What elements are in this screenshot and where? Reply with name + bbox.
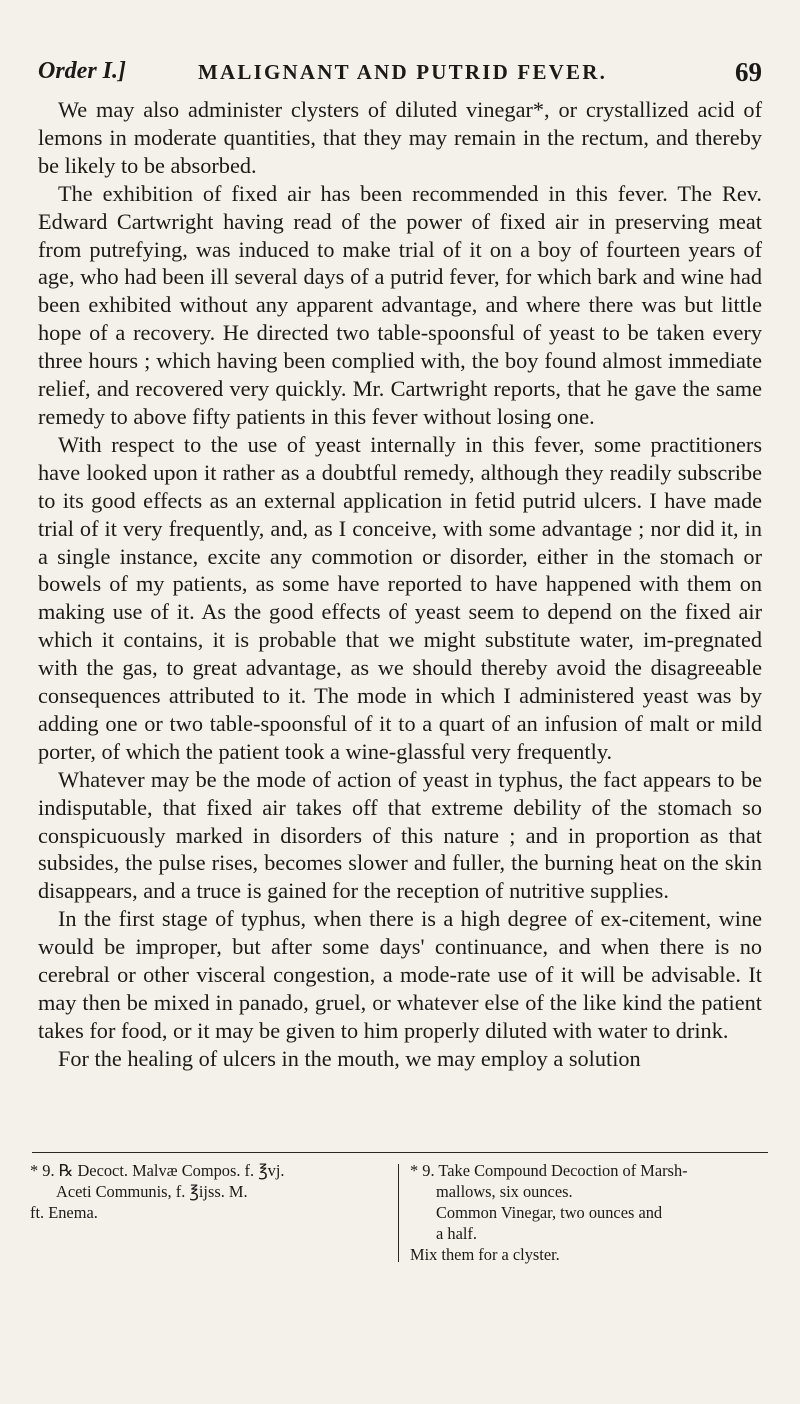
- footnote-rule: [32, 1152, 768, 1153]
- footnote-latin-prescription: [30, 1160, 382, 1223]
- footnote-line: Common Vinegar, two ounces and: [436, 1203, 663, 1222]
- paragraph: Whatever may be the mode of action of yeast in typhus, the fact appears to be indisputable, that fixed air takes off that extreme debility of the stomach so conspicuously marked in disorders of this nature ; and in proportion as that subsides, the pulse rises, becomes slower and fuller, the burning heat on the skin disappears, and a truce is gained for the reception of nutritive supplies.: [38, 766, 762, 904]
- footnote-english-translation: [410, 1160, 768, 1265]
- page-number: 69: [735, 57, 762, 87]
- footnote-column-divider: [398, 1164, 399, 1262]
- main-text: [38, 96, 762, 1073]
- paragraph: The exhibition of fixed air has been recommended in this fever. The Rev. Edward Cartwright having read of the power of fixed air in preserving meat from putrefying, was induced to make trial of it on a boy of fourteen years of age, who had been ill several days of a putrid fever, for which bark and wine had been exhibited without any apparent advantage, and where there was but little hope of a recovery. He directed two table-spoonsful of yeast to be taken every three hours ; which having been complied with, the boy found almost immediate relief, and recovered very quickly. Mr. Cartwright reports, that he gave the same remedy to above fifty patients in this fever without losing one.: [38, 180, 762, 429]
- paragraph: For the healing of ulcers in the mouth, we may employ a solution: [58, 1045, 641, 1071]
- footnotes: [30, 1160, 770, 1262]
- paragraph: In the first stage of typhus, when there is a high degree of ex-citement, wine would be improper, but after some days' continuance, and when there is no cerebral or other visceral congestion, a mode-rate use of it will be advisable. It may then be mixed in panado, gruel, or whatever else of the like kind the patient takes for food, or it may be given to him properly diluted with water to drink.: [38, 906, 762, 1043]
- footnote-line: Aceti Communis, f. ℥ijss. M.: [56, 1182, 248, 1201]
- footnote-line: Mix them for a clyster.: [410, 1245, 560, 1264]
- chapter-title: MALIGNANT AND PUTRID FEVER.: [198, 60, 608, 84]
- footnote-line: a half.: [436, 1224, 477, 1243]
- footnote-line: ft. Enema.: [30, 1203, 98, 1222]
- footnote-line: * 9. Take Compound Decoction of Marsh-: [410, 1161, 688, 1180]
- footnote-line: * 9. ℞ Decoct. Malvæ Compos. f. ℥vj.: [30, 1161, 285, 1180]
- paragraph: With respect to the use of yeast internally in this fever, some practitioners have looked upon it rather as a doubtful remedy, although they readily subscribe to its good effects as an external application in fetid putrid ulcers. I have made trial of it very frequently, and, as I conceive, with some advantage ; nor did it, in a single instance, excite any commotion or disorder, either in the stomach or bowels of my patients, as some have reported to have happened with them on making use of it. As the good effects of yeast seem to depend on the fixed air which it contains, it is probable that we might substitute water, im-pregnated with the gas, to great advantage, as we should thereby avoid the disagreeable consequences attributed to it. The mode in which I administered yeast was by adding one or two table-spoonsful of it to a quart of an infusion of malt or mild porter, of which the patient took a wine-glassful very frequently.: [38, 431, 762, 764]
- running-head: [38, 58, 762, 88]
- section-reference: Order I.]: [38, 58, 126, 84]
- paragraph: We may also administer clysters of diluted vinegar*, or crystallized acid of lemons in moderate quantities, that they may remain in the rectum, and thereby be likely to be absorbed.: [38, 97, 762, 178]
- footnote-line: mallows, six ounces.: [436, 1182, 573, 1201]
